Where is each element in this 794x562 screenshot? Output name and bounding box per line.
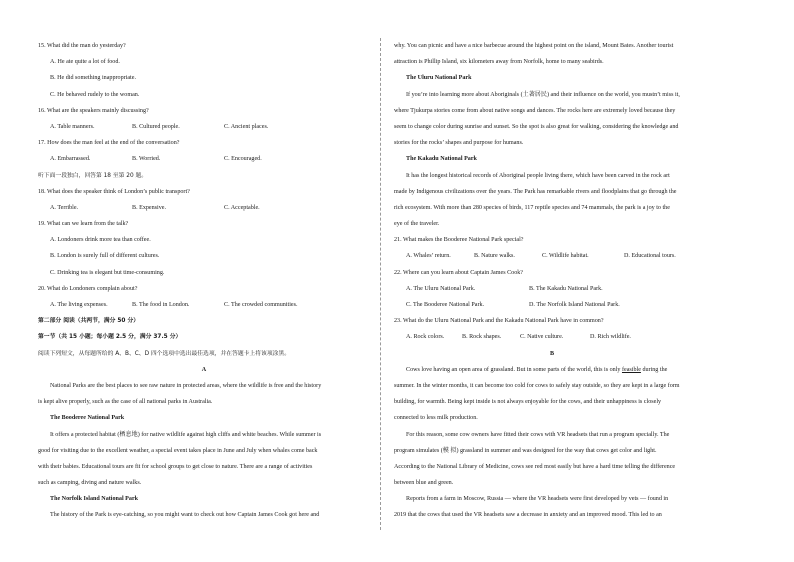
kakadu-line-3: rich ecosystem. With more than 280 species of birds, 117 reptile species and 74 mammals, the park is a joy to the — [394, 204, 670, 211]
p1-line-1-end: during the — [640, 366, 668, 373]
q23-options — [394, 329, 710, 345]
passage-b-p1-line-1 — [394, 362, 710, 378]
q17-option-b: B. Worried. — [132, 156, 161, 163]
question-23: 23. What do the Uluru National Park and the Kakadu National Park have in common? — [394, 318, 604, 325]
q22-option-b: B. The Kakadu National Park. — [529, 285, 603, 292]
q23-option-d: D. Rich wildlife. — [590, 334, 631, 341]
q22-option-a: A. The Uluru National Park. — [406, 285, 476, 292]
section-one-title: 第一节（共 15 小题；每小题 2.5 分，满分 37.5 分） — [38, 334, 182, 341]
passage-a-label: A — [201, 366, 207, 373]
q23-option-a: A. Rock colors. — [406, 334, 445, 341]
q21-option-d: D. Educational tours. — [624, 253, 676, 260]
q23-option-c: C. Native culture. — [520, 334, 564, 341]
part-two-title: 第二部分 阅读（共两节，满分 50 分） — [38, 318, 140, 325]
passage-b-p2-line-1: For this reason, some cow owners have fitted their cows with VR headsets that run a program specially. The — [406, 431, 670, 438]
passage-b-p1-line-4: connected to less milk production. — [394, 415, 478, 422]
kakadu-line-1: It has the longest historical records of Aboriginal people living there, which have been carved in the rock art — [406, 172, 670, 179]
norfolk-line-2: why. You can picnic and have a nice barbecue around the highest point on the island, Mount Bates. Another tourist — [394, 43, 674, 49]
q15-option-c: C. He behaved rudely to the woman. — [50, 91, 140, 98]
q19-option-a: A. Londoners drink more tea than coffee. — [50, 237, 151, 244]
question-22: 22. Where can you learn about Captain James Cook? — [394, 269, 524, 276]
booderee-line-1: It offers a protected habitat (栖息地) for native wildlife against high cliffs and white beaches. While summer is — [50, 431, 322, 438]
q20-option-b: B. The food in London. — [132, 302, 190, 308]
booderee-line-2: good for visiting due to the excellent weather, a special event takes place in June and July when whales come back — [38, 447, 318, 454]
kakadu-line-2: made by Indigenous civilizations over the years. The Park has remarkable rivers and floodplains that go through the — [394, 188, 677, 195]
passage-b-p3-line-2: 2019 that the cows that used the VR headsets saw a decrease in anxiety and an improved mood. This led to an — [394, 512, 662, 519]
q18-option-c: C. Acceptable. — [224, 204, 260, 211]
q22-options-row-1 — [394, 281, 710, 297]
passage-b-p1-line-3: building, for warmth. Being kept inside is not always enjoyable for the cows, and their unhappiness is closely — [394, 399, 662, 406]
q15-option-a: A. He ate quite a lot of food. — [50, 59, 120, 66]
norfolk-heading: The Norfolk Island National Park — [50, 496, 139, 503]
right-column — [394, 38, 710, 524]
q18-option-a: A. Terrible. — [50, 204, 79, 211]
q18-option-b: B. Expensive. — [132, 204, 167, 211]
q21-option-a: A. Whales’ return. — [406, 253, 451, 260]
passage-b-p2-line-2: program simulates (模 拟) grassland in summer and was designed for the way that cows get color and light. — [394, 447, 657, 454]
p1-line-1-start: Cows love having an open area of grassland. But in some parts of the world, this is only — [406, 366, 622, 373]
kakadu-line-4: eye of the traveler. — [394, 221, 440, 228]
q17-options — [38, 151, 370, 167]
q18-options — [38, 200, 370, 216]
uluru-line-2: where Tjukurpa stories come from about native songs and dances. The rocks here are extremely loved because they — [394, 107, 676, 114]
uluru-line-4: stories for the rocks’ shapes and purpose for humans. — [394, 140, 524, 147]
q17-option-a: A. Embarrassed. — [50, 156, 91, 163]
booderee-line-3: with their babies. Educational tours are fit for school groups to get close to nature. There are a range of activities — [38, 463, 313, 470]
intro-line-2: is kept alive properly, such as the case of all national parks in Australia. — [38, 399, 213, 406]
q22-options-row-2 — [394, 297, 710, 313]
question-16: 16. What are the speakers mainly discussing? — [38, 107, 149, 114]
question-18: 18. What does the speaker think of London’s public transport? — [38, 188, 190, 195]
passage-b-label: B — [549, 350, 555, 357]
instruction-18-20: 听下面一段独白，回答第 18 至第 20 题。 — [38, 172, 148, 179]
section-one-instruction: 阅读下列短文，从每题所给的 A、B、C、D 四个选项中选出最佳选项，并在答题卡上将该项涂黑。 — [38, 350, 291, 357]
q21-option-b: B. Nature walks. — [474, 253, 515, 260]
question-17: 17. How does the man feel at the end of the conversation? — [38, 140, 180, 147]
passage-b-p1-line-2: summer. In the winter months, it can become too cold for cows to safely stay outside, so they are kept in a large form — [394, 382, 680, 389]
q16-option-b: B. Cultured people. — [132, 123, 180, 130]
q15-option-b: B. He did something inappropriate. — [50, 75, 136, 82]
uluru-heading: The Uluru National Park — [406, 75, 472, 82]
q20-option-a: A. The living expenses. — [50, 302, 108, 308]
q16-option-a: A. Table manners. — [50, 123, 95, 130]
norfolk-line-1: The history of the Park is eye-catching, so you might want to check out how Captain James Cook got here and — [50, 512, 320, 519]
passage-b-p3-line-1: Reports from a farm in Moscow, Russia — where the VR headsets were first developed by vets — found in — [406, 496, 669, 503]
q23-option-b: B. Rock shapes. — [462, 334, 502, 341]
q19-option-c: C. Drinking tea is elegant but time-consuming. — [50, 269, 165, 276]
q22-option-d: D. The Norfolk Island National Park. — [529, 302, 620, 308]
left-column — [38, 38, 370, 524]
q20-option-c: C. The crowded communities. — [224, 302, 298, 308]
booderee-line-4: such as camping, diving and nature walks. — [38, 480, 142, 487]
column-divider — [380, 38, 382, 530]
passage-b-p2-line-4: between blue and green. — [394, 480, 454, 487]
underlined-word-feasible: feasible — [621, 366, 641, 373]
q17-option-c: C. Encouraged. — [224, 156, 262, 163]
booderee-heading: The Booderee National Park — [50, 415, 125, 422]
q21-options — [394, 248, 710, 264]
question-19: 19. What can we learn from the talk? — [38, 221, 129, 228]
kakadu-heading: The Kakadu National Park — [406, 156, 477, 163]
q21-option-c: C. Wildlife habitat. — [542, 253, 589, 260]
q16-options — [38, 119, 370, 135]
q19-option-b: B. London is surely full of different cultures. — [50, 253, 160, 260]
norfolk-line-3: attraction is Phillip Island, six kilometers away from Norfolk, home to many seabirds. — [394, 59, 604, 66]
question-20: 20. What do Londoners complain about? — [38, 285, 138, 292]
q22-option-c: C. The Booderee National Park. — [406, 302, 485, 308]
intro-line-1: National Parks are the best places to see raw nature in protected areas, where the wildlife is free and the history — [50, 382, 322, 389]
uluru-line-1: If you’re into learning more about Aboriginals (土著居民) and their influence on the world, you mustn’t miss it, — [406, 91, 680, 98]
q20-options — [38, 297, 370, 313]
passage-b-p2-line-3: According to the National Library of Medicine, cows see red most easily but have a hard time telling the difference — [394, 463, 676, 470]
question-15: 15. What did the man do yesterday? — [38, 43, 126, 49]
q16-option-c: C. Ancient places. — [224, 123, 269, 130]
uluru-line-3: seem to change color during sunrise and sunset. So the spot is also great for walking, considering the knowledge and — [394, 123, 679, 130]
question-21: 21. What makes the Booderee National Park special? — [394, 237, 524, 244]
